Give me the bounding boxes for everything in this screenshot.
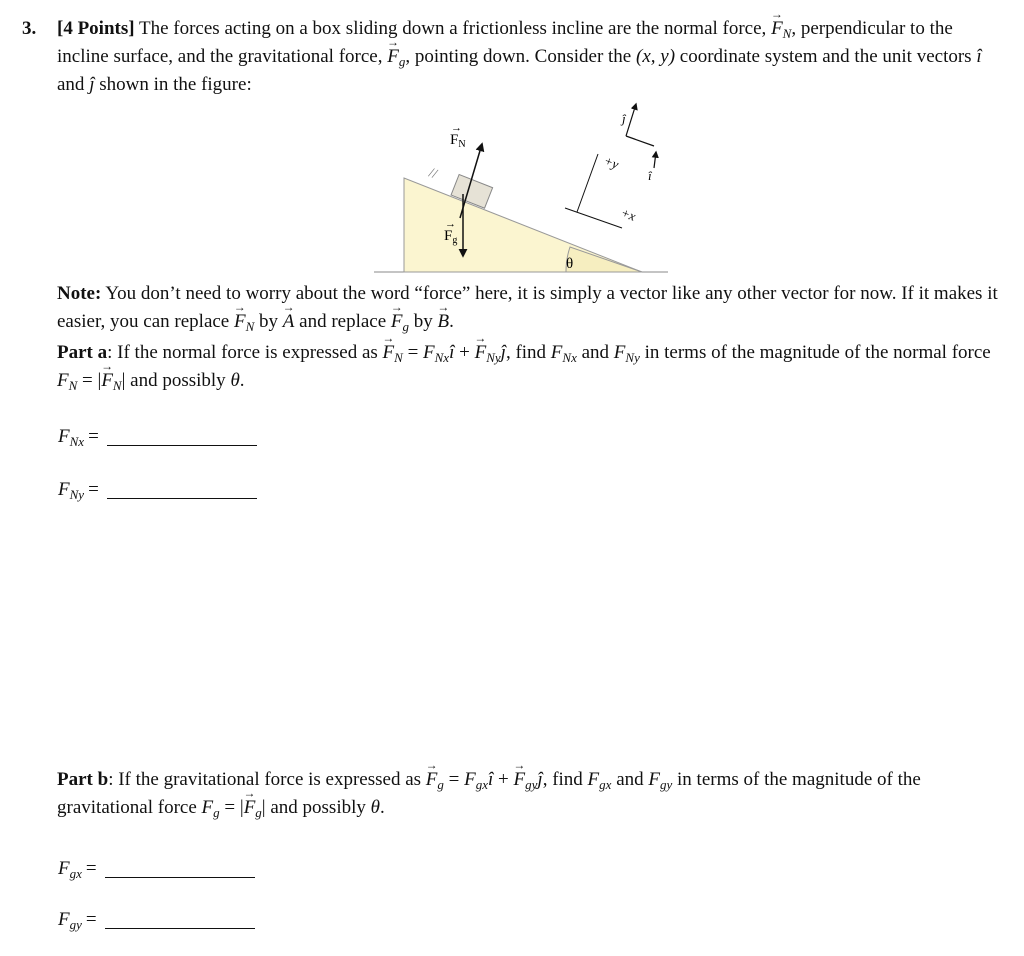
fg-label: $F_g$	[444, 228, 458, 246]
tick-marks: //	[426, 165, 440, 183]
answer-fgx: $F_{gx}$ =	[58, 855, 255, 883]
vector-fg: → F	[387, 43, 399, 71]
part-b-paragraph: Part b: If the gravitational force is expressed as → $F_g$ = $F_{gx}î$ + → $F_{gy}ĵ$, find $F_{gx}$ and $F_{gy}$ in terms of the magnitude of the gravitational force $F_g$ = |→ $F_g|$ and possibly θ.	[57, 766, 1002, 822]
unit-corner	[626, 136, 654, 146]
unit-i-arrow	[654, 152, 656, 168]
plus-y-label: +y	[601, 152, 621, 172]
unit-j-arrow	[626, 104, 636, 136]
unit-j-label: ĵ	[622, 111, 626, 126]
note-paragraph: Note: You don’t need to worry about the word “force” here, it is simply a vector like any other vector for now. If it makes it easier, you can replace → $F_N$ by → A and replace → $F_g$ by → B.	[57, 280, 1002, 336]
x-axis-line	[565, 208, 622, 228]
question-intro: [4 Points] The forces acting on a box sliding down a frictionless incline are the normal force, → $F_N$, perpendicular to the incline surface, and the gravitational force, → $F_g$, pointing down. Consider the (x, y) coordinate system and the unit vectors î and ĵ shown in the figure:	[57, 15, 1002, 99]
incline-wedge	[404, 178, 642, 272]
angle-arc	[566, 247, 642, 272]
theta-label: θ	[566, 256, 574, 272]
plus-x-label: +x	[618, 204, 638, 224]
part-a-label: Part a	[57, 342, 108, 363]
answer-fny-blank[interactable]	[107, 480, 257, 499]
fn-label-arrow: →	[451, 122, 462, 134]
answer-fgx-blank[interactable]	[105, 859, 255, 878]
unit-i-label: î	[648, 168, 652, 183]
incline-figure	[360, 98, 680, 278]
answer-fgy-blank[interactable]	[105, 910, 255, 929]
answer-fgy: $F_{gy}$ =	[58, 906, 255, 934]
part-b-label: Part b	[57, 769, 109, 790]
answer-fnx: $F_{Nx}$ =	[58, 423, 257, 451]
question-number: 3.	[22, 18, 37, 39]
fn-label: $F_N$	[450, 132, 466, 150]
y-axis-line	[577, 154, 598, 212]
fg-label-arrow: →	[445, 218, 456, 230]
points-label: [4 Points]	[57, 18, 135, 39]
answer-fnx-blank[interactable]	[107, 427, 257, 446]
vector-fn: → F	[771, 15, 783, 43]
note-label: Note:	[57, 283, 102, 304]
part-a-paragraph: Part a: If the normal force is expressed as → $F_N$ = $F_{Nx}î$ + → $F_{Ny}ĵ$, find $F_{Nx}$ and $F_{Ny}$ in terms of the magnitude of the normal force $F_N$ = |→ $F_N|$ and possibly θ.	[57, 339, 1002, 395]
answer-fny: $F_{Ny}$ =	[58, 476, 257, 504]
